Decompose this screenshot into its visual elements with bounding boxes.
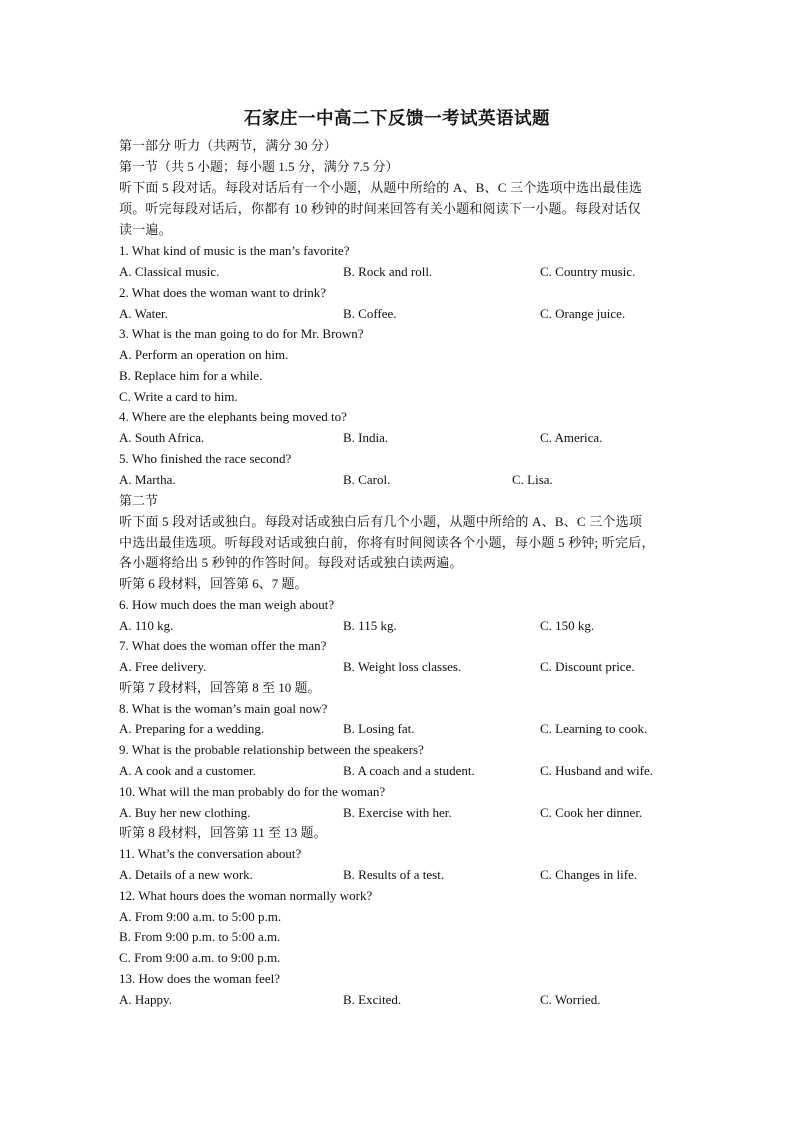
section2-instructions-line: 听下面 5 段对话或独白。每段对话或独白后有几个小题，从题中所给的 A、B、C 三个选项 — [119, 514, 643, 529]
option-b: B. Excited. — [343, 992, 402, 1007]
option-b: B. 115 kg. — [343, 618, 397, 633]
option-b: B. Replace him for a while. — [119, 368, 263, 383]
material-header: 听第 6 段材料，回答第 6、7 题。 — [119, 576, 308, 591]
question-stem: 3. What is the man going to do for Mr. Brown? — [119, 326, 364, 341]
option-c: C. Changes in life. — [540, 867, 638, 882]
option-a: A. From 9:00 a.m. to 5:00 p.m. — [119, 909, 282, 924]
option-b: B. From 9:00 p.m. to 5:00 a.m. — [119, 929, 281, 944]
option-c: C. Learning to cook. — [540, 721, 648, 736]
option-a: A. Water. — [119, 306, 168, 321]
option-b: B. Exercise with her. — [343, 805, 452, 820]
question-stem: 5. Who finished the race second? — [119, 451, 292, 466]
option-a: A. Preparing for a wedding. — [119, 721, 265, 736]
option-b: B. A coach and a student. — [343, 763, 475, 778]
question-stem: 11. What’s the conversation about? — [119, 846, 302, 861]
option-b: B. Results of a test. — [343, 867, 445, 882]
section1-header: 第一节（共 5 小题；每小题 1.5 分，满分 7.5 分） — [119, 159, 399, 174]
option-a: A. Martha. — [119, 472, 176, 487]
option-c: C. Cook her dinner. — [540, 805, 643, 820]
question-stem: 13. How does the woman feel? — [119, 971, 281, 986]
option-c: C. America. — [540, 430, 603, 445]
option-c: C. Write a card to him. — [119, 389, 238, 404]
material-header: 听第 7 段材料，回答第 8 至 10 题。 — [119, 680, 321, 695]
question-stem: 4. Where are the elephants being moved to? — [119, 409, 347, 424]
question-stem: 10. What will the man probably do for the woman? — [119, 784, 386, 799]
question-stem: 12. What hours does the woman normally work? — [119, 888, 373, 903]
option-c: C. Worried. — [540, 992, 601, 1007]
option-b: B. Losing fat. — [343, 721, 415, 736]
option-a: A. South Africa. — [119, 430, 205, 445]
section1-instructions-line: 听下面 5 段对话。每段对话后有一个小题，从题中所给的 A、B、C 三个选项中选出最佳选 — [119, 180, 643, 195]
section2-header: 第二节 — [119, 493, 159, 508]
section1-instructions-line: 项。听完每段对话后，你都有 10 秒钟的时间来回答有关小题和阅读下一小题。每段对话仅 — [119, 201, 641, 216]
option-a: A. Details of a new work. — [119, 867, 253, 882]
section1-instructions-line: 读一遍。 — [119, 222, 172, 237]
option-a: A. Perform an operation on him. — [119, 347, 289, 362]
question-stem: 7. What does the woman offer the man? — [119, 638, 327, 653]
question-stem: 6. How much does the man weigh about? — [119, 597, 335, 612]
option-b: B. Rock and roll. — [343, 264, 433, 279]
option-c: C. Lisa. — [512, 472, 553, 487]
option-a: A. Free delivery. — [119, 659, 207, 674]
section2-instructions-line: 中选出最佳选项。听每段对话或独白前，你将有时间阅读各个小题，每小题 5 秒钟; 听完后， — [119, 535, 655, 550]
option-a: A. Happy. — [119, 992, 172, 1007]
option-b: B. Carol. — [343, 472, 391, 487]
option-c: C. Country music. — [540, 264, 636, 279]
section2-instructions-line: 各小题将给出 5 秒钟的作答时间。每段对话或独白读两遍。 — [119, 555, 463, 570]
option-b: B. Coffee. — [343, 306, 397, 321]
part1-header: 第一部分 听力（共两节，满分 30 分） — [119, 138, 337, 153]
option-a: A. Buy her new clothing. — [119, 805, 251, 820]
option-c: C. Husband and wife. — [540, 763, 654, 778]
option-c: C. Orange juice. — [540, 306, 626, 321]
option-a: A. 110 kg. — [119, 618, 174, 633]
option-c: C. From 9:00 a.m. to 9:00 p.m. — [119, 950, 281, 965]
page-title: 石家庄一中高二下反馈一考试英语试题 — [244, 108, 550, 128]
option-b: B. India. — [343, 430, 389, 445]
option-a: A. Classical music. — [119, 264, 220, 279]
option-b: B. Weight loss classes. — [343, 659, 462, 674]
material-header: 听第 8 段材料，回答第 11 至 13 题。 — [119, 825, 327, 840]
question-stem: 8. What is the woman’s main goal now? — [119, 701, 328, 716]
option-c: C. Discount price. — [540, 659, 635, 674]
question-stem: 1. What kind of music is the man’s favorite? — [119, 243, 350, 258]
option-a: A. A cook and a customer. — [119, 763, 256, 778]
question-stem: 9. What is the probable relationship between the speakers? — [119, 742, 424, 757]
question-stem: 2. What does the woman want to drink? — [119, 285, 326, 300]
option-c: C. 150 kg. — [540, 618, 595, 633]
